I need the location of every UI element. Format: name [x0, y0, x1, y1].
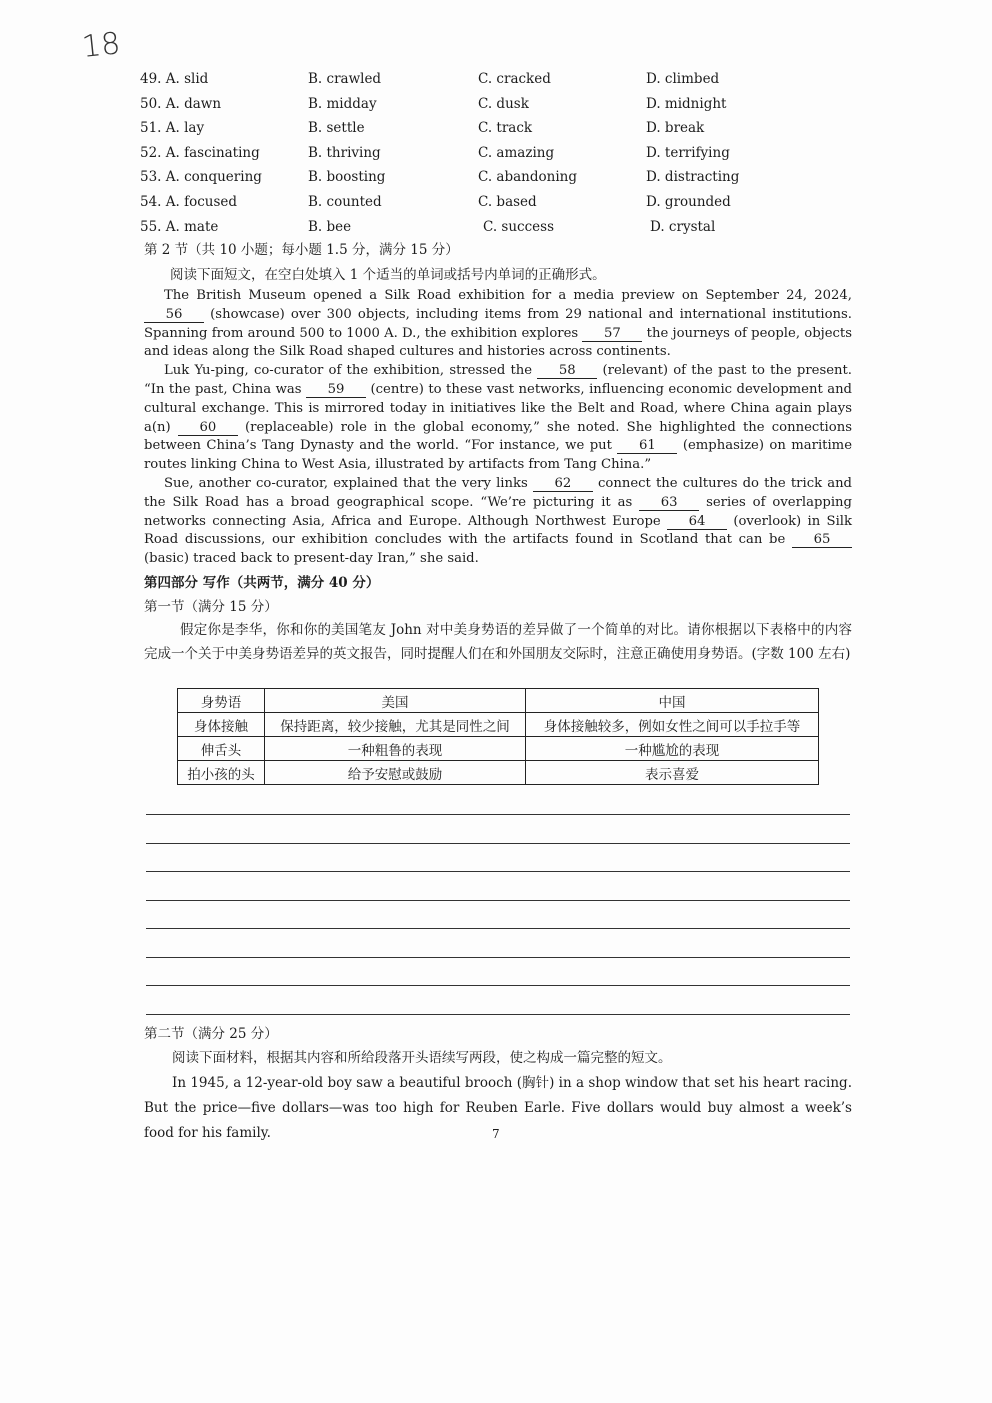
- passage-text: the journeys of people, objects and ideas along the Silk Road shaped cultures and histories across continents.: [144, 325, 852, 360]
- option-a: 50. A. dawn: [140, 95, 222, 112]
- table-row: [178, 737, 819, 761]
- passage-text: (replaceable) role in the global economy,” she noted. She highlighted the connections between China’s Tang Dynasty and the world. “For instance, we put: [144, 419, 852, 454]
- option-b: B. crawled: [308, 71, 382, 87]
- option-c: C. amazing: [478, 144, 555, 161]
- writing-line[interactable]: [146, 843, 850, 844]
- part4-section2-heading: 第二节（满分 25 分）: [144, 1026, 278, 1042]
- option-b: B. settle: [308, 120, 365, 137]
- option-c: C. based: [478, 193, 537, 210]
- table-cell: 一种尴尬的表现: [526, 737, 819, 761]
- option-d: D. terrifying: [646, 144, 730, 161]
- option-d: D. grounded: [646, 193, 731, 210]
- table-cell: 给予安慰或鼓励: [265, 761, 526, 785]
- option-row: [140, 93, 840, 118]
- table-row: [178, 713, 819, 737]
- passage-text: (centre) to these vast networks, influencing economic development and cultural exchange. This is mirrored today in initiatives like the Belt and Road, where China again plays a(n): [144, 381, 853, 435]
- blank-65[interactable]: 65: [792, 533, 852, 548]
- option-a: 51. A. lay: [140, 120, 205, 137]
- passage-text: Sue, another co-curator, explained that the very links: [164, 475, 533, 491]
- table-header-cell: 美国: [265, 689, 526, 713]
- option-d: D. midnight: [646, 95, 727, 112]
- table-cell: 一种粗鲁的表现: [265, 737, 526, 761]
- option-a: 54. A. focused: [140, 193, 238, 210]
- table-cell: 伸舌头: [178, 737, 265, 761]
- option-row: [140, 216, 840, 241]
- option-c: C. abandoning: [478, 169, 577, 186]
- blank-63[interactable]: 63: [639, 496, 699, 511]
- continuation-instruction: 阅读下面材料，根据其内容和所给段落开头语续写两段，使之构成一篇完整的短文。: [172, 1050, 672, 1066]
- body-language-table: [177, 688, 819, 785]
- passage-text: (overlook) in Silk Road discussions, our exhibition concludes with the artifacts found in Scotland that can be: [144, 513, 853, 548]
- option-row: [140, 68, 840, 93]
- passage-paragraph-1: [144, 287, 852, 362]
- table-cell: 身体接触: [178, 713, 265, 737]
- option-b: B. midday: [308, 95, 377, 112]
- handwritten-page-mark: 18: [80, 26, 122, 65]
- option-a: 52. A. fascinating: [140, 144, 260, 161]
- blank-57[interactable]: 57: [582, 327, 642, 342]
- option-b: B. bee: [308, 218, 352, 235]
- table-cell: 拍小孩的头: [178, 761, 265, 785]
- blank-56[interactable]: 56: [144, 308, 204, 323]
- option-row: [140, 191, 840, 216]
- option-d: D. break: [646, 120, 705, 137]
- option-b: B. thriving: [308, 144, 381, 161]
- table-row: [178, 761, 819, 785]
- writing-prompt: [144, 618, 852, 666]
- option-d: D. climbed: [646, 71, 720, 87]
- blank-60[interactable]: 60: [178, 421, 238, 436]
- writing-line[interactable]: [146, 957, 850, 958]
- passage-text: The British Museum opened a Silk Road exhibition for a media preview on September 24, 2024,: [164, 288, 852, 303]
- passage-text: Luk Yu-ping, co-curator of the exhibition, stressed the: [164, 363, 538, 379]
- writing-line[interactable]: [146, 1014, 850, 1015]
- table-header-cell: 身势语: [178, 689, 265, 713]
- passage-text: connect the cultures do the trick and the Silk Road has a broad geographical scope. “We’re picturing it as: [144, 475, 853, 510]
- writing-line[interactable]: [146, 928, 850, 929]
- passage-text: series of overlapping networks connecting Asia, Africa and Europe. Although Northwest Europe: [144, 494, 852, 529]
- section2-heading: 第 2 节（共 10 小题；每小题 1.5 分，满分 15 分）: [144, 242, 459, 258]
- blank-64[interactable]: 64: [667, 515, 727, 530]
- passage-text: (relevant) of the past to the present. “In the past, China was: [144, 363, 852, 397]
- table-cell: 身体接触较多，例如女性之间可以手拉手等: [526, 713, 819, 737]
- option-c: C. success: [483, 218, 555, 235]
- part4-section1-heading: 第一节（满分 15 分）: [144, 599, 278, 615]
- section2-instruction: 阅读下面短文，在空白处填入 1 个适当的单词或括号内单词的正确形式。: [170, 267, 606, 283]
- part4-heading: 第四部分 写作（共两节，满分 40 分）: [144, 575, 380, 591]
- option-c: C. track: [478, 120, 533, 137]
- option-c: C. cracked: [478, 71, 551, 87]
- story-text: In 1945, a 12-year-old boy saw a beautiful brooch (胸针) in a shop window that set his heart racing. But the price—five dollars—was too high for Reuben Earle. Five dollars would buy almost a week’s food for his family.: [144, 1075, 852, 1141]
- passage-text: (basic) traced back to present-day Iran,” she said.: [144, 551, 479, 567]
- option-a: 55. A. mate: [140, 218, 219, 235]
- passage-text: (showcase) over 300 objects, including items from 29 national and international institutions. Spanning from around 500 to 1000 A. D., the exhibition explores: [144, 306, 852, 341]
- option-d: D. distracting: [646, 169, 740, 186]
- writing-line[interactable]: [146, 900, 850, 901]
- option-row: [140, 166, 840, 191]
- blank-59[interactable]: 59: [306, 383, 366, 398]
- option-a: 49. A. slid: [140, 71, 209, 87]
- writing-line[interactable]: [146, 871, 850, 872]
- blank-58[interactable]: 58: [537, 364, 597, 379]
- table-header-cell: 中国: [526, 689, 819, 713]
- passage-text: (emphasize) on maritime routes linking China to West Asia, illustrated by artifacts from Tang China.”: [144, 438, 852, 473]
- option-list: [140, 68, 840, 240]
- option-row: [140, 142, 840, 167]
- table-cell: 保持距离，较少接触，尤其是同性之间: [265, 713, 526, 737]
- table-header-row: [178, 689, 819, 713]
- page-number: 7: [492, 1127, 500, 1141]
- blank-61[interactable]: 61: [617, 439, 677, 454]
- writing-prompt-text: 假定你是李华，你和你的美国笔友 John 对中美身势语的差异做了一个简单的对比。请你根据以下表格中的内容完成一个关于中美身势语差异的英文报告，同时提醒人们在和外国朋友交际时，注意正确使用身势语。(字数 100 左右): [144, 622, 852, 662]
- option-d: D. crystal: [650, 218, 716, 235]
- table-cell: 表示喜爱: [526, 761, 819, 785]
- passage-paragraph-2: [144, 362, 852, 475]
- blank-62[interactable]: 62: [533, 477, 593, 492]
- option-b: B. counted: [308, 193, 382, 210]
- option-row: [140, 117, 840, 142]
- option-b: B. boosting: [308, 169, 386, 186]
- option-c: C. dusk: [478, 95, 529, 112]
- option-a: 53. A. conquering: [140, 169, 262, 186]
- passage-paragraph-3: [144, 475, 852, 569]
- passage: [144, 287, 852, 569]
- writing-line[interactable]: [146, 814, 850, 815]
- writing-line[interactable]: [146, 985, 850, 986]
